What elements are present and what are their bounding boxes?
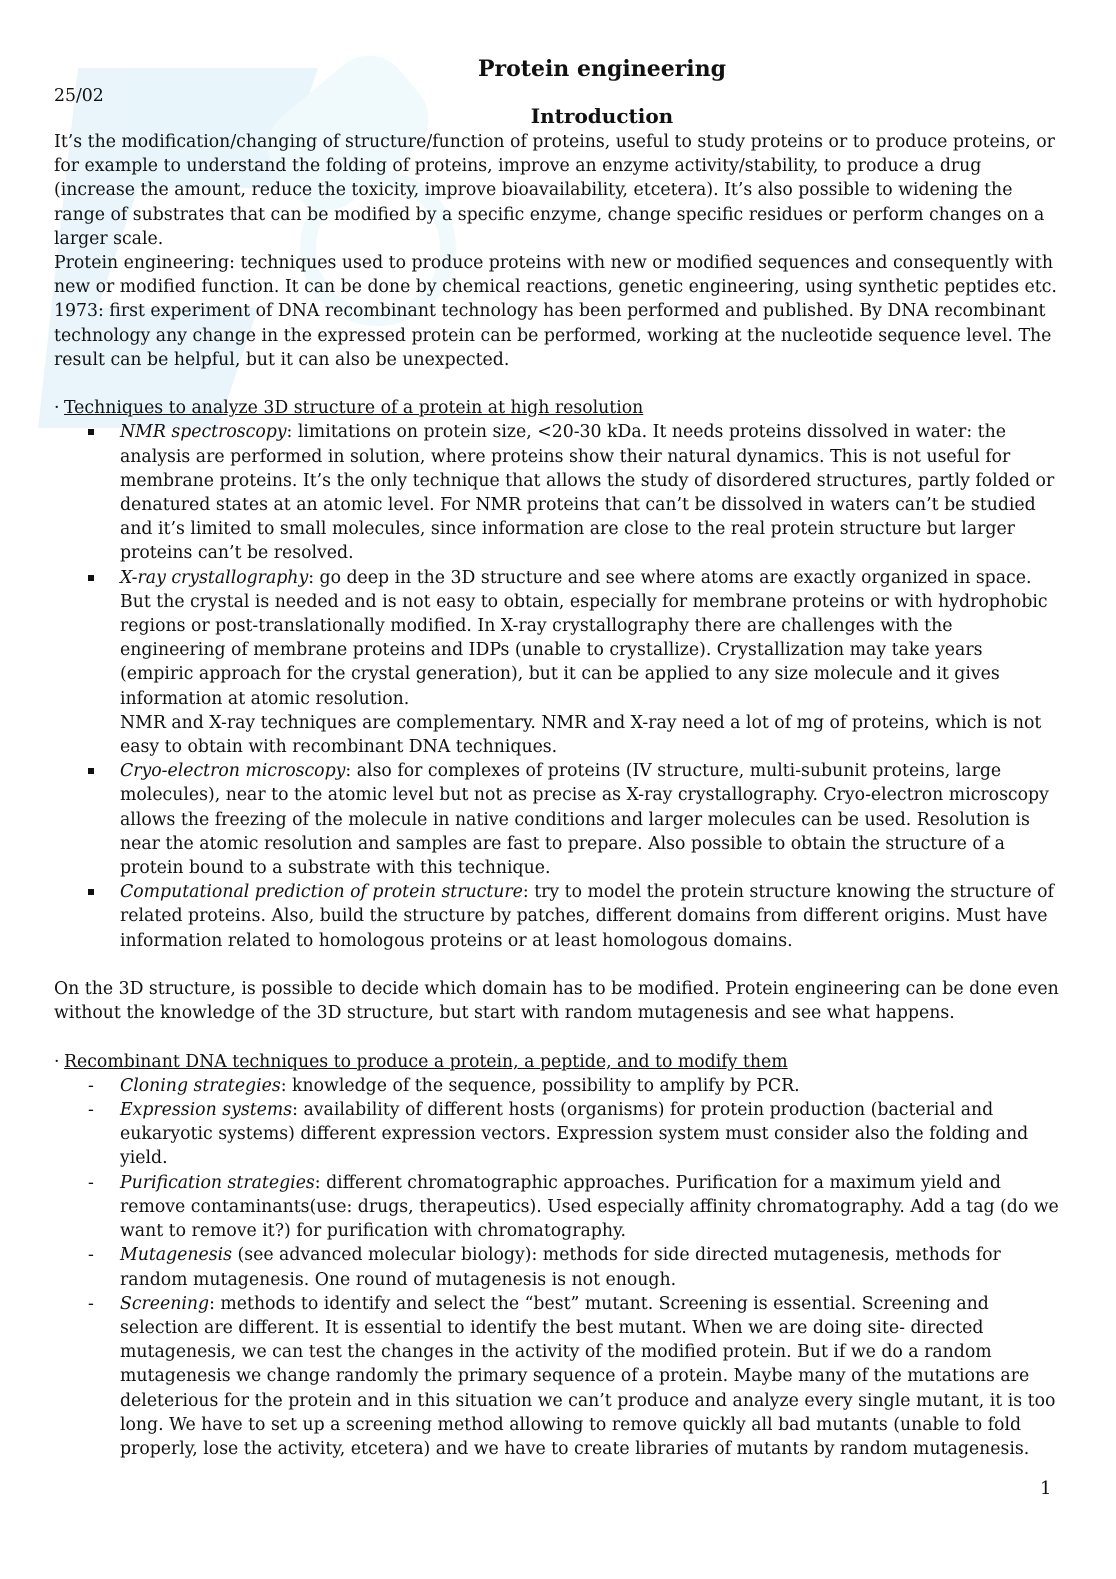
- heading-bullet: ·: [54, 398, 60, 419]
- item-text: : availability of different hosts (organisms) for protein production (bacterial and eukaryotic systems) different expression vectors. Expression system must consider also the folding and yield.: [120, 1100, 1029, 1169]
- item-term: Mutagenesis: [120, 1245, 232, 1266]
- item-text: : try to model the protein structure knowing the structure of related proteins. Also, build the structure by patches, different domains from different origins. Must have information related to homologous proteins or at least homologous domains.: [120, 882, 1054, 951]
- dash-bullet: -: [88, 1172, 94, 1193]
- list-item: [54, 1074, 1060, 1098]
- dash-bullet: -: [88, 1100, 94, 1121]
- list-item: [54, 880, 1060, 953]
- item-text: : go deep in the 3D structure and see where atoms are exactly organized in space. But the crystal is needed and is not easy to obtain, especially for membrane proteins or with hydrophobic regions or post-translationally modified. In X-ray crystallography there are challenges with the engineering of membrane proteins and IDPs (unable to crystallize). Crystallization may take years (empiric approach for the crystal generation), but it can be applied to any size molecule and it gives information at atomic resolution.: [120, 567, 1048, 709]
- item-text: : different chromatographic approaches. Purification for a maximum yield and remove contaminants(use: drugs, therapeutics). Used especially affinity chromatography. Add a tag (do we want to remove it?) for purification with chromatography.: [120, 1172, 1059, 1242]
- recombinant-heading: [54, 1050, 1060, 1074]
- item-term: Cloning strategies: [120, 1075, 281, 1096]
- recombinant-list: [54, 1074, 1060, 1461]
- list-item: [54, 566, 1060, 760]
- item-text: : also for complexes of proteins (IV structure, multi-subunit proteins, large molecules), near to the atomic level but not as precise as X-ray crystallography. Cryo-electron microscopy allows the freezing of the molecule in native conditions and larger molecules can be used. Resolution is near the atomic resolution and samples are fast to prepare. Also possible to obtain the structure of a protein bound to a substrate with this technique.: [120, 761, 1049, 879]
- square-bullet-icon: [88, 429, 94, 435]
- list-item: [54, 1098, 1060, 1171]
- item-term: NMR spectroscopy: [120, 422, 287, 443]
- document-date: 25/02: [54, 86, 104, 106]
- page-number: 1: [1040, 1478, 1052, 1499]
- techniques-heading: [54, 396, 1060, 420]
- item-text: : knowledge of the sequence, possibility to amplify by PCR.: [280, 1075, 800, 1096]
- intro-paragraph: It’s the modification/changing of structure/function of proteins, useful to study proteins or to produce proteins, or for example to understand the folding of proteins, improve an enzyme activity/stability, to produce a drug (increase the amount, reduce the toxicity, improve bioavailability, etcetera). It’s also possible to widening the range of substrates that can be modified by a specific enzyme, change specific residues or perform changes on a larger scale.: [54, 132, 1055, 249]
- recombinant-heading-text: Recombinant DNA techniques to produce a protein, a peptide, and to modify them: [64, 1051, 788, 1072]
- techniques-heading-text: Techniques to analyze 3D structure of a protein at high resolution: [64, 398, 644, 419]
- item-term: Screening: [120, 1293, 210, 1314]
- square-bullet-icon: [88, 768, 94, 774]
- document-title: Protein engineering: [477, 56, 727, 82]
- techniques-list: [54, 420, 1060, 952]
- list-item: [54, 1243, 1060, 1291]
- item-text: : limitations on protein size, <20-30 kDa. It needs proteins dissolved in water: the analysis are performed in solution, where proteins show their natural dynamics. This is not useful for membrane proteins. It’s the only technique that allows the study of disordered structures, partly folded or denatured states at an atomic level. For NMR proteins that can’t be dissolved in waters can’t be studied and it’s limited to small molecules, since information are close to the real protein structure but larger proteins can’t be resolved.: [120, 422, 1055, 564]
- list-item: [54, 1292, 1060, 1461]
- dash-bullet: -: [88, 1075, 94, 1096]
- item-term: Computational prediction of protein structure: [120, 882, 523, 903]
- list-item: [54, 759, 1060, 880]
- item-text: (see advanced molecular biology): methods for side directed mutagenesis, methods for random mutagenesis. One round of mutagenesis is not enough.: [120, 1245, 1001, 1290]
- item-term: Purification strategies: [120, 1172, 315, 1193]
- dash-bullet: -: [88, 1245, 94, 1266]
- middle-paragraph: On the 3D structure, is possible to decide which domain has to be modified. Protein engineering can be done even without the knowledge of the 3D structure, but start with random mutagenesis and see what happens.: [54, 979, 1059, 1024]
- item-term: Expression systems: [120, 1100, 293, 1121]
- list-item: [54, 1171, 1060, 1244]
- list-item: [54, 420, 1060, 565]
- heading-bullet: ·: [54, 1051, 60, 1072]
- item-extra: NMR and X-ray techniques are complementary. NMR and X-ray need a lot of mg of proteins, which is not easy to obtain with recombinant DNA techniques.: [120, 712, 1042, 758]
- document-page: [54, 52, 1060, 1461]
- intro-paragraph: Protein engineering: techniques used to produce proteins with new or modified sequences and consequently with new or modified function. It can be done by chemical reactions, genetic engineering, using synthetic peptides etc.: [54, 253, 1057, 298]
- square-bullet-icon: [88, 575, 94, 581]
- dash-bullet: -: [88, 1293, 94, 1314]
- section-title-introduction: Introduction: [530, 104, 674, 128]
- item-term: Cryo-electron microscopy: [120, 761, 346, 782]
- intro-paragraph: 1973: first experiment of DNA recombinant technology has been performed and published. By DNA recombinant technology any change in the expressed protein can be performed, working at the nucleotide sequence level. The result can be helpful, but it can also be unexpected.: [54, 301, 1052, 370]
- item-text: : methods to identify and select the “best” mutant. Screening is essential. Screening and selection are different. It is essential to identify the best mutant. When we are doing site- directed mutagenesis, we can test the changes in the activity of the modified protein. But if we do a random mutagenesis we change randomly the primary sequence of a protein. Maybe many of the mutations are deleterious for the protein and in this situation we can’t produce and analyze every single mutant, it is too long. We have to set up a screening method allowing to remove quickly all bad mutants (unable to fold properly, lose the activity, etcetera) and we have to create libraries of mutants by random mutagenesis.: [120, 1293, 1056, 1459]
- square-bullet-icon: [88, 889, 94, 895]
- item-term: X-ray crystallography: [120, 567, 309, 588]
